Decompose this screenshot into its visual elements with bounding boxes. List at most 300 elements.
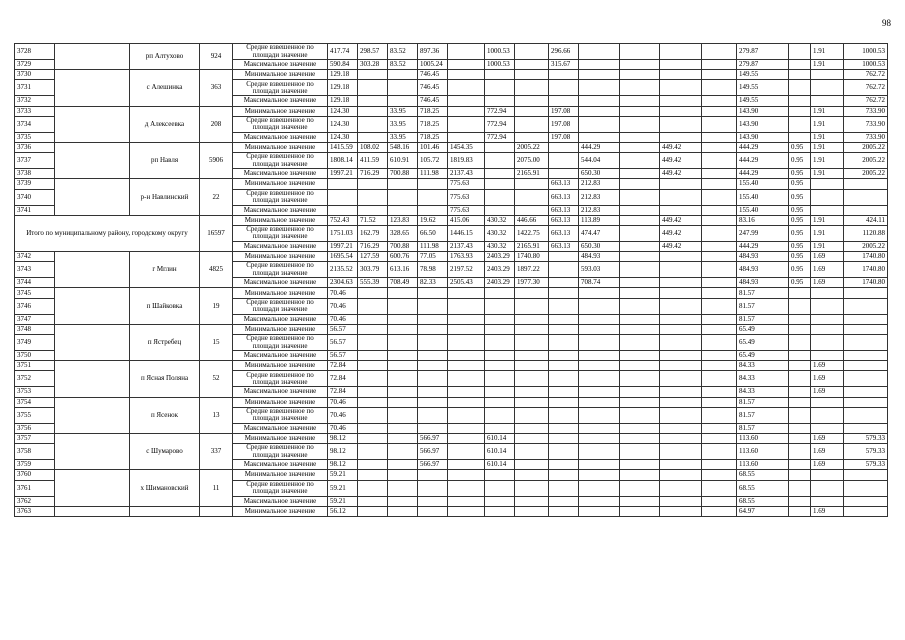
value-cell: 123.83 xyxy=(388,215,418,225)
row-number-cell: 3742 xyxy=(15,252,55,262)
value-cell: 430.32 xyxy=(485,241,515,251)
value-type-cell: Минимальное значение xyxy=(233,106,328,116)
value-cell: 83.52 xyxy=(388,44,418,60)
value-cell: 1.69 xyxy=(811,387,844,397)
value-cell: 449.42 xyxy=(660,215,702,225)
value-cell xyxy=(358,460,388,470)
value-cell xyxy=(844,179,888,189)
value-cell xyxy=(485,387,515,397)
value-cell: 1.69 xyxy=(811,361,844,371)
value-cell: 1997.21 xyxy=(328,241,358,251)
value-cell xyxy=(660,506,702,516)
value-cell: 772.94 xyxy=(485,116,515,132)
value-cell: 1.91 xyxy=(811,106,844,116)
value-cell xyxy=(549,324,579,334)
value-cell: 775.63 xyxy=(448,189,485,205)
value-cell xyxy=(549,433,579,443)
value-cell xyxy=(702,189,737,205)
value-cell: 579.33 xyxy=(844,460,888,470)
table-row xyxy=(15,106,888,116)
value-cell: 65.49 xyxy=(737,335,789,351)
value-cell xyxy=(388,480,418,496)
value-cell xyxy=(515,470,549,480)
value-cell xyxy=(515,205,549,215)
empty-cell xyxy=(55,506,130,516)
value-cell xyxy=(549,371,579,387)
value-cell xyxy=(388,407,418,423)
value-cell xyxy=(358,96,388,106)
value-cell xyxy=(515,70,549,80)
value-cell xyxy=(702,70,737,80)
value-cell xyxy=(789,371,811,387)
value-cell xyxy=(515,60,549,70)
value-cell xyxy=(579,44,620,60)
table-row xyxy=(15,44,888,60)
value-cell xyxy=(660,116,702,132)
value-cell: 762.72 xyxy=(844,70,888,80)
value-cell xyxy=(811,179,844,189)
value-cell: 613.16 xyxy=(388,262,418,278)
value-cell: 752.43 xyxy=(328,215,358,225)
value-cell: 1997.21 xyxy=(328,169,358,179)
value-cell: 81.57 xyxy=(737,407,789,423)
value-cell xyxy=(811,324,844,334)
row-number-cell: 3756 xyxy=(15,423,55,433)
row-number-cell: 3753 xyxy=(15,387,55,397)
value-cell: 1897.22 xyxy=(515,262,549,278)
value-cell: 70.46 xyxy=(328,397,358,407)
value-cell xyxy=(579,496,620,506)
value-cell xyxy=(620,480,660,496)
value-type-cell: Минимальное значение xyxy=(233,70,328,80)
empty-cell xyxy=(55,179,130,215)
value-cell: 650.30 xyxy=(579,241,620,251)
value-cell: 83.52 xyxy=(388,60,418,70)
value-cell xyxy=(620,433,660,443)
value-cell xyxy=(702,444,737,460)
value-cell: 98.12 xyxy=(328,444,358,460)
value-cell xyxy=(515,433,549,443)
value-cell xyxy=(515,314,549,324)
value-cell xyxy=(358,132,388,142)
value-cell: 1.69 xyxy=(811,278,844,288)
value-cell: 762.72 xyxy=(844,80,888,96)
value-cell xyxy=(660,132,702,142)
value-cell xyxy=(358,205,388,215)
value-cell xyxy=(811,298,844,314)
value-cell: 772.94 xyxy=(485,132,515,142)
value-cell: 33.95 xyxy=(388,106,418,116)
value-cell xyxy=(448,423,485,433)
value-cell: 108.02 xyxy=(358,142,388,152)
value-cell: 1.91 xyxy=(811,142,844,152)
value-cell xyxy=(702,351,737,361)
value-cell xyxy=(515,288,549,298)
value-cell xyxy=(844,288,888,298)
value-cell: 417.74 xyxy=(328,44,358,60)
value-cell xyxy=(620,371,660,387)
row-number-cell: 3743 xyxy=(15,262,55,278)
value-cell xyxy=(620,423,660,433)
value-cell: 155.40 xyxy=(737,179,789,189)
value-cell: 77.05 xyxy=(418,252,448,262)
row-number-cell: 3731 xyxy=(15,80,55,96)
population-cell: 11 xyxy=(200,470,233,506)
value-cell xyxy=(702,361,737,371)
table-row xyxy=(15,433,888,443)
row-number-cell: 3745 xyxy=(15,288,55,298)
value-cell: 1415.59 xyxy=(328,142,358,152)
value-cell xyxy=(515,444,549,460)
value-cell xyxy=(789,116,811,132)
value-type-cell: Минимальное значение xyxy=(233,397,328,407)
value-cell xyxy=(702,278,737,288)
value-cell xyxy=(620,132,660,142)
value-cell: 64.97 xyxy=(737,506,789,516)
value-cell xyxy=(620,153,660,169)
value-cell xyxy=(579,288,620,298)
value-cell xyxy=(515,335,549,351)
value-cell xyxy=(515,116,549,132)
value-cell xyxy=(844,496,888,506)
value-cell xyxy=(515,189,549,205)
value-type-cell: Максимальное значение xyxy=(233,351,328,361)
value-cell xyxy=(549,262,579,278)
value-cell xyxy=(702,480,737,496)
value-cell xyxy=(660,298,702,314)
value-cell xyxy=(844,470,888,480)
value-cell xyxy=(448,444,485,460)
value-type-cell: Минимальное значение xyxy=(233,433,328,443)
value-cell xyxy=(485,423,515,433)
value-cell xyxy=(579,361,620,371)
value-cell xyxy=(702,262,737,278)
value-cell xyxy=(485,179,515,189)
population-cell: 16597 xyxy=(200,215,233,251)
value-cell xyxy=(660,460,702,470)
value-cell: 610.14 xyxy=(485,460,515,470)
value-cell xyxy=(620,80,660,96)
value-type-cell: Максимальное значение xyxy=(233,423,328,433)
value-cell xyxy=(549,70,579,80)
value-cell xyxy=(448,480,485,496)
value-cell: 1.69 xyxy=(811,252,844,262)
value-cell xyxy=(660,60,702,70)
value-cell: 68.55 xyxy=(737,480,789,496)
value-type-cell: Средне взвешенное по площади значение xyxy=(233,189,328,205)
value-cell xyxy=(702,44,737,60)
value-cell xyxy=(358,288,388,298)
value-cell: 708.49 xyxy=(388,278,418,288)
value-cell xyxy=(702,423,737,433)
population-cell: 924 xyxy=(200,44,233,70)
value-cell xyxy=(811,496,844,506)
value-cell xyxy=(844,324,888,334)
value-cell xyxy=(485,496,515,506)
value-cell xyxy=(660,106,702,116)
value-cell xyxy=(549,96,579,106)
value-cell xyxy=(328,179,358,189)
value-cell xyxy=(702,205,737,215)
value-cell: 78.98 xyxy=(418,262,448,278)
value-cell xyxy=(620,60,660,70)
value-cell: 449.42 xyxy=(660,169,702,179)
value-cell: 1.91 xyxy=(811,169,844,179)
row-number-cell: 3740 xyxy=(15,189,55,205)
value-cell xyxy=(358,397,388,407)
value-cell: 444.29 xyxy=(737,153,789,169)
value-cell xyxy=(789,335,811,351)
value-cell: 610.14 xyxy=(485,444,515,460)
settlement-name-cell: с Алешинка xyxy=(130,70,200,106)
value-cell xyxy=(844,407,888,423)
value-cell xyxy=(844,335,888,351)
value-cell xyxy=(660,361,702,371)
value-cell xyxy=(579,480,620,496)
value-type-cell: Максимальное значение xyxy=(233,169,328,179)
value-cell: 59.21 xyxy=(328,470,358,480)
value-cell xyxy=(620,179,660,189)
value-cell xyxy=(579,460,620,470)
value-cell xyxy=(702,324,737,334)
value-cell xyxy=(789,351,811,361)
value-cell: 708.74 xyxy=(579,278,620,288)
value-cell xyxy=(418,371,448,387)
value-cell xyxy=(702,371,737,387)
value-cell xyxy=(388,433,418,443)
value-cell xyxy=(515,407,549,423)
value-cell xyxy=(448,288,485,298)
value-cell xyxy=(702,132,737,142)
value-cell xyxy=(515,324,549,334)
value-cell xyxy=(660,444,702,460)
row-number-cell: 3749 xyxy=(15,335,55,351)
value-cell xyxy=(811,205,844,215)
value-cell: 129.18 xyxy=(328,80,358,96)
value-cell xyxy=(660,179,702,189)
value-cell xyxy=(418,423,448,433)
value-cell xyxy=(549,496,579,506)
value-cell: 746.45 xyxy=(418,70,448,80)
value-cell xyxy=(485,288,515,298)
value-cell: 129.18 xyxy=(328,96,358,106)
row-number-cell: 3754 xyxy=(15,397,55,407)
value-cell xyxy=(620,44,660,60)
value-cell xyxy=(448,96,485,106)
value-cell xyxy=(811,80,844,96)
value-cell xyxy=(620,496,660,506)
value-cell xyxy=(620,106,660,116)
value-cell: 446.66 xyxy=(515,215,549,225)
value-cell: 0.95 xyxy=(789,169,811,179)
value-type-cell: Средне взвешенное по площади значение xyxy=(233,335,328,351)
value-cell xyxy=(844,371,888,387)
value-cell xyxy=(549,288,579,298)
value-cell: 0.95 xyxy=(789,142,811,152)
row-number-cell: 3761 xyxy=(15,480,55,496)
value-cell: 33.95 xyxy=(388,116,418,132)
value-cell: 279.87 xyxy=(737,60,789,70)
value-cell xyxy=(789,60,811,70)
value-cell xyxy=(358,387,388,397)
value-cell: 0.95 xyxy=(789,189,811,205)
value-cell: 127.59 xyxy=(358,252,388,262)
value-cell: 149.55 xyxy=(737,70,789,80)
value-type-cell: Средне взвешенное по площади значение xyxy=(233,153,328,169)
value-cell: 2197.52 xyxy=(448,262,485,278)
value-cell: 81.57 xyxy=(737,423,789,433)
value-cell xyxy=(620,361,660,371)
value-cell xyxy=(358,116,388,132)
row-number-cell: 3730 xyxy=(15,70,55,80)
value-cell: 897.36 xyxy=(418,44,448,60)
row-number-cell: 3759 xyxy=(15,460,55,470)
value-cell: 129.18 xyxy=(328,70,358,80)
value-cell: 2505.43 xyxy=(448,278,485,288)
value-cell: 484.93 xyxy=(579,252,620,262)
value-cell xyxy=(418,480,448,496)
value-cell xyxy=(702,116,737,132)
value-cell xyxy=(388,506,418,516)
value-cell xyxy=(620,351,660,361)
value-cell xyxy=(388,423,418,433)
value-cell xyxy=(702,60,737,70)
value-cell: 70.46 xyxy=(328,314,358,324)
value-cell xyxy=(702,106,737,116)
value-type-cell: Максимальное значение xyxy=(233,241,328,251)
value-cell xyxy=(702,142,737,152)
value-cell xyxy=(388,371,418,387)
value-cell xyxy=(811,480,844,496)
empty-cell xyxy=(55,324,130,360)
value-cell xyxy=(358,444,388,460)
value-cell: 484.93 xyxy=(737,252,789,262)
value-cell xyxy=(485,480,515,496)
value-cell xyxy=(660,96,702,106)
value-cell xyxy=(702,179,737,189)
value-cell xyxy=(620,387,660,397)
value-cell: 2005.22 xyxy=(515,142,549,152)
row-number-cell: 3760 xyxy=(15,470,55,480)
population-cell: 19 xyxy=(200,288,233,324)
value-cell: 68.55 xyxy=(737,470,789,480)
value-cell: 59.21 xyxy=(328,496,358,506)
value-cell: 197.08 xyxy=(549,106,579,116)
value-type-cell: Средне взвешенное по площади значение xyxy=(233,44,328,60)
value-type-cell: Максимальное значение xyxy=(233,60,328,70)
value-cell xyxy=(388,397,418,407)
value-cell xyxy=(549,153,579,169)
value-cell xyxy=(789,496,811,506)
value-cell xyxy=(660,189,702,205)
value-cell xyxy=(549,387,579,397)
value-cell xyxy=(620,470,660,480)
value-cell xyxy=(660,496,702,506)
table-row xyxy=(15,324,888,334)
value-cell xyxy=(579,506,620,516)
value-cell xyxy=(789,506,811,516)
value-cell: 56.12 xyxy=(328,506,358,516)
value-cell xyxy=(485,80,515,96)
value-cell: 663.13 xyxy=(549,189,579,205)
empty-cell xyxy=(55,252,130,288)
value-cell: 124.30 xyxy=(328,106,358,116)
value-cell: 484.93 xyxy=(737,278,789,288)
value-cell: 81.57 xyxy=(737,298,789,314)
value-cell xyxy=(811,96,844,106)
row-number-cell: 3728 xyxy=(15,44,55,60)
value-cell xyxy=(515,506,549,516)
value-cell: 212.83 xyxy=(579,179,620,189)
population-cell: 337 xyxy=(200,433,233,469)
value-cell xyxy=(515,96,549,106)
value-cell: 72.84 xyxy=(328,371,358,387)
value-cell xyxy=(388,460,418,470)
value-cell: 81.57 xyxy=(737,288,789,298)
value-cell xyxy=(358,470,388,480)
value-cell xyxy=(579,470,620,480)
value-cell: 0.95 xyxy=(789,215,811,225)
value-cell: 1.91 xyxy=(811,44,844,60)
value-cell: 111.98 xyxy=(418,241,448,251)
value-type-cell: Минимальное значение xyxy=(233,288,328,298)
value-type-cell: Максимальное значение xyxy=(233,278,328,288)
value-cell xyxy=(485,335,515,351)
value-cell: 1446.15 xyxy=(448,225,485,241)
value-cell xyxy=(660,387,702,397)
value-cell: 746.45 xyxy=(418,80,448,96)
value-cell: 663.13 xyxy=(549,215,579,225)
value-cell xyxy=(515,361,549,371)
value-cell xyxy=(579,132,620,142)
value-cell xyxy=(388,80,418,96)
value-cell: 1977.30 xyxy=(515,278,549,288)
value-cell xyxy=(811,189,844,205)
value-cell xyxy=(448,506,485,516)
value-cell xyxy=(811,288,844,298)
value-cell xyxy=(388,189,418,205)
value-cell: 1000.53 xyxy=(844,44,888,60)
value-cell: 1.91 xyxy=(811,225,844,241)
value-cell xyxy=(789,106,811,116)
value-cell xyxy=(702,225,737,241)
value-cell xyxy=(515,351,549,361)
value-cell xyxy=(515,371,549,387)
value-cell xyxy=(358,423,388,433)
value-type-cell: Максимальное значение xyxy=(233,314,328,324)
value-cell xyxy=(844,361,888,371)
population-cell: 5906 xyxy=(200,142,233,178)
value-cell xyxy=(620,407,660,423)
value-cell: 718.25 xyxy=(418,132,448,142)
value-cell: 555.39 xyxy=(358,278,388,288)
value-cell xyxy=(358,70,388,80)
value-cell xyxy=(789,132,811,142)
value-cell: 2075.00 xyxy=(515,153,549,169)
value-cell xyxy=(702,96,737,106)
value-type-cell: Минимальное значение xyxy=(233,252,328,262)
value-cell: 1.69 xyxy=(811,371,844,387)
value-cell xyxy=(702,241,737,251)
value-cell xyxy=(388,324,418,334)
value-cell: 33.95 xyxy=(388,132,418,142)
value-cell xyxy=(579,351,620,361)
value-cell: 84.33 xyxy=(737,387,789,397)
value-cell xyxy=(549,169,579,179)
population-cell: 15 xyxy=(200,324,233,360)
value-cell xyxy=(660,351,702,361)
value-cell xyxy=(448,324,485,334)
